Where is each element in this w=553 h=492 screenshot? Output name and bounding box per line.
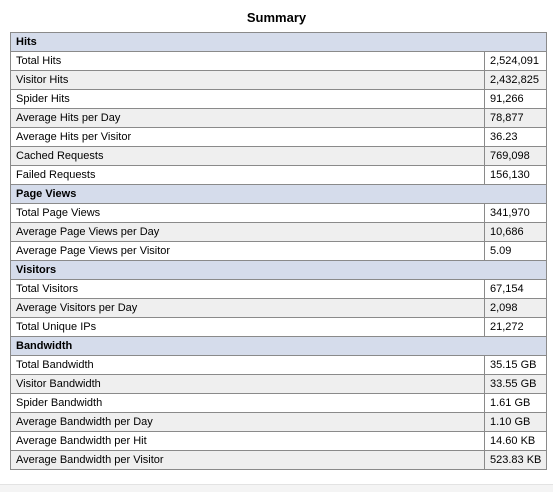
row-value: 21,272 bbox=[485, 318, 547, 337]
table-row bbox=[11, 223, 547, 242]
row-label: Average Page Views per Visitor bbox=[11, 242, 485, 261]
row-value: 341,970 bbox=[485, 204, 547, 223]
row-label: Total Unique IPs bbox=[11, 318, 485, 337]
row-value: 1.10 GB bbox=[485, 413, 547, 432]
row-label: Average Bandwidth per Visitor bbox=[11, 451, 485, 470]
row-label: Average Bandwidth per Hit bbox=[11, 432, 485, 451]
row-label: Spider Hits bbox=[11, 90, 485, 109]
table-row bbox=[11, 394, 547, 413]
row-label: Total Visitors bbox=[11, 280, 485, 299]
section-heading: Hits bbox=[11, 33, 547, 52]
section-header-visitors bbox=[11, 261, 547, 280]
section-heading: Visitors bbox=[11, 261, 547, 280]
table-row bbox=[11, 299, 547, 318]
row-label: Total Bandwidth bbox=[11, 356, 485, 375]
row-value: 91,266 bbox=[485, 90, 547, 109]
table-row bbox=[11, 109, 547, 128]
row-value: 769,098 bbox=[485, 147, 547, 166]
row-value: 78,877 bbox=[485, 109, 547, 128]
row-value: 2,098 bbox=[485, 299, 547, 318]
summary-table bbox=[10, 32, 547, 470]
row-label: Total Hits bbox=[11, 52, 485, 71]
section-header-hits bbox=[11, 33, 547, 52]
row-value: 5.09 bbox=[485, 242, 547, 261]
section-header-page-views bbox=[11, 185, 547, 204]
row-label: Average Bandwidth per Day bbox=[11, 413, 485, 432]
section-heading: Page Views bbox=[11, 185, 547, 204]
row-value: 2,432,825 bbox=[485, 71, 547, 90]
row-label: Average Hits per Day bbox=[11, 109, 485, 128]
table-row bbox=[11, 242, 547, 261]
table-row bbox=[11, 90, 547, 109]
table-row bbox=[11, 375, 547, 394]
row-label: Failed Requests bbox=[11, 166, 485, 185]
section-header-bandwidth bbox=[11, 337, 547, 356]
row-value: 523.83 KB bbox=[485, 451, 547, 470]
row-label: Spider Bandwidth bbox=[11, 394, 485, 413]
row-label: Average Page Views per Day bbox=[11, 223, 485, 242]
row-label: Visitor Hits bbox=[11, 71, 485, 90]
row-value: 14.60 KB bbox=[485, 432, 547, 451]
row-label: Average Visitors per Day bbox=[11, 299, 485, 318]
table-row bbox=[11, 280, 547, 299]
table-row bbox=[11, 356, 547, 375]
table-row bbox=[11, 128, 547, 147]
table-row bbox=[11, 432, 547, 451]
row-value: 67,154 bbox=[485, 280, 547, 299]
table-row bbox=[11, 451, 547, 470]
row-value: 36.23 bbox=[485, 128, 547, 147]
row-label: Visitor Bandwidth bbox=[11, 375, 485, 394]
row-label: Cached Requests bbox=[11, 147, 485, 166]
row-value: 156,130 bbox=[485, 166, 547, 185]
table-row bbox=[11, 71, 547, 90]
row-value: 33.55 GB bbox=[485, 375, 547, 394]
row-label: Average Hits per Visitor bbox=[11, 128, 485, 147]
row-label: Total Page Views bbox=[11, 204, 485, 223]
table-row bbox=[11, 52, 547, 71]
section-heading: Bandwidth bbox=[11, 337, 547, 356]
row-value: 10,686 bbox=[485, 223, 547, 242]
page-title: Summary bbox=[246, 10, 307, 25]
row-value: 1.61 GB bbox=[485, 394, 547, 413]
row-value: 35.15 GB bbox=[485, 356, 547, 375]
table-row bbox=[11, 318, 547, 337]
table-row bbox=[11, 204, 547, 223]
table-row bbox=[11, 147, 547, 166]
row-value: 2,524,091 bbox=[485, 52, 547, 71]
table-row bbox=[11, 413, 547, 432]
table-row bbox=[11, 166, 547, 185]
